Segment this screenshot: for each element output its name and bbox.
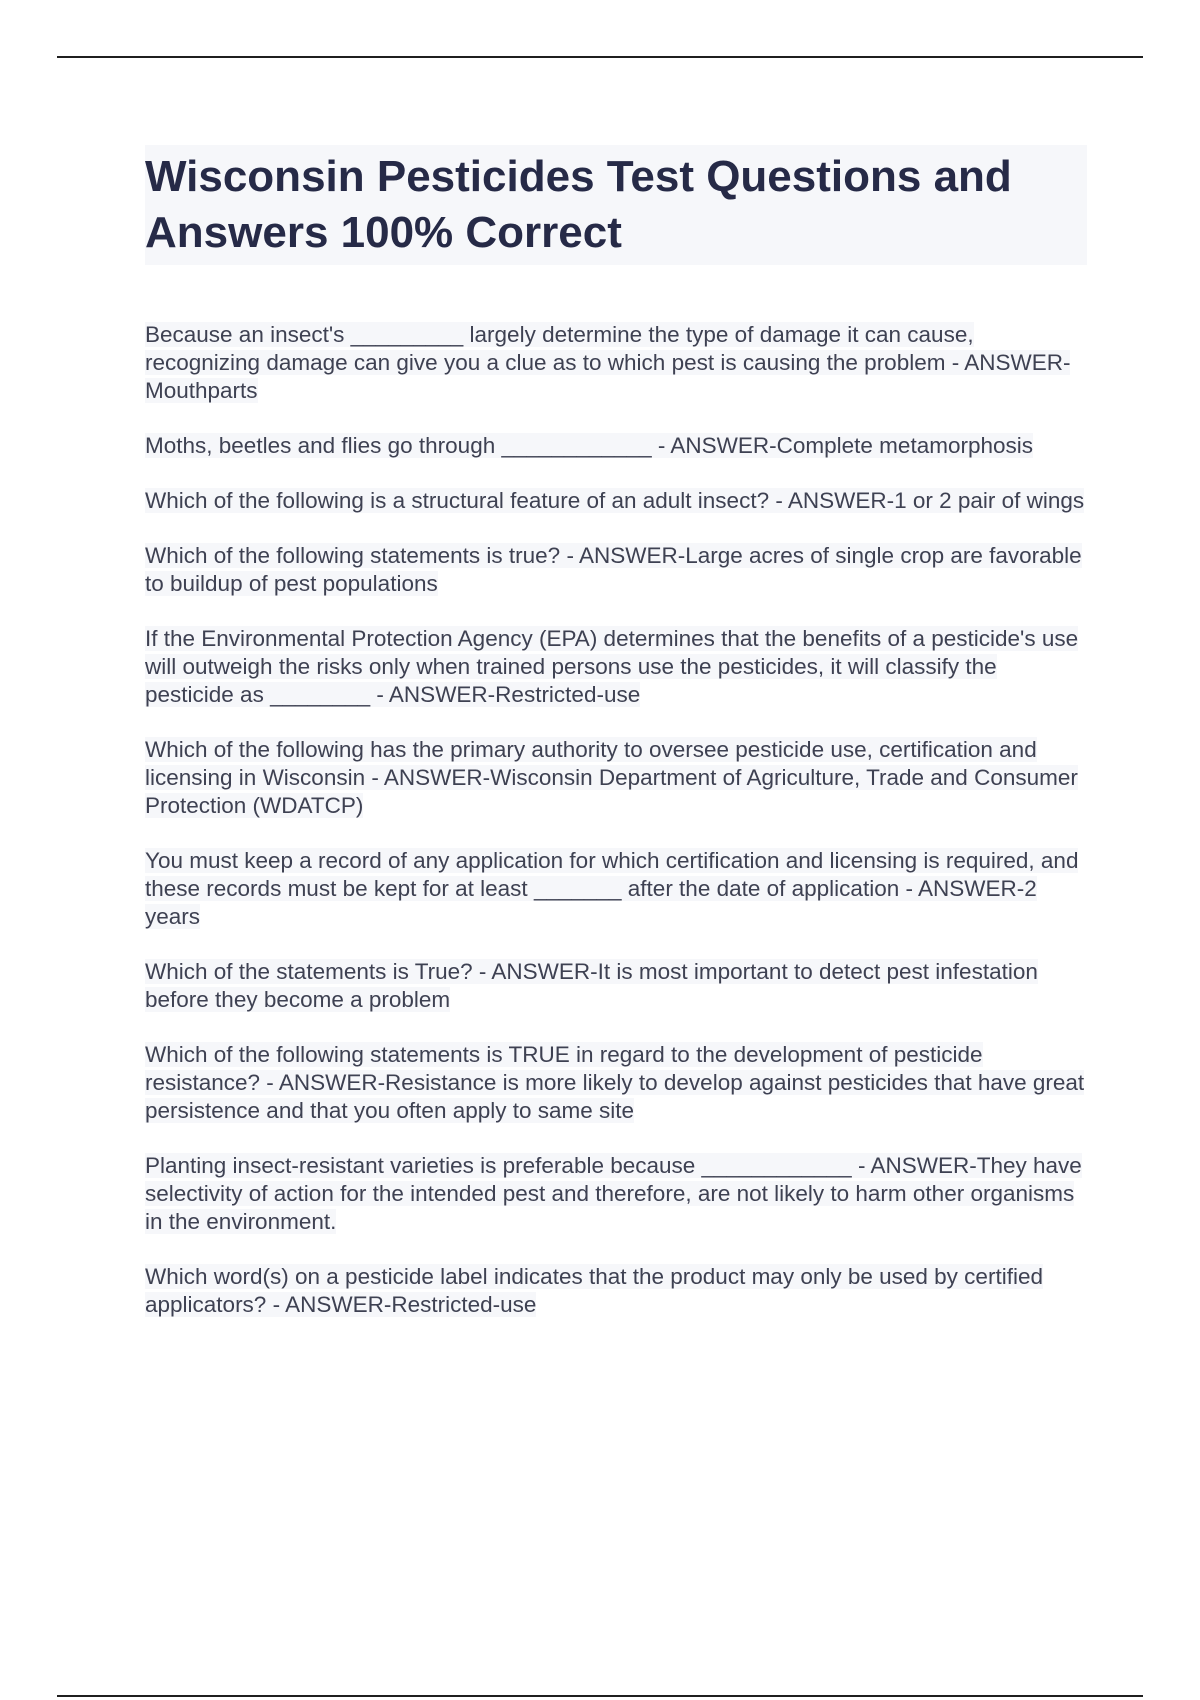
qa-item [145,1152,1087,1236]
qa-item [145,487,1087,515]
qa-item [145,847,1087,931]
title-block [145,145,1087,265]
qa-text: Because an insect's _________ largely determine the type of damage it can cause, recognizing damage can give you a clue as to which pest is causing the problem - ANSWER-Mouthparts [145,322,1071,403]
qa-item [145,1041,1087,1125]
qa-item [145,625,1087,709]
qa-text: Planting insect-resistant varieties is preferable because ____________ - ANSWER-They have selectivity of action for the intended pest and therefore, are not likely to harm other organisms in the environment. [145,1153,1082,1234]
qa-list [145,321,1087,1319]
qa-text: Moths, beetles and flies go through ____________ - ANSWER-Complete metamorphosis [145,433,1033,458]
document-title: Wisconsin Pesticides Test Questions and Answers 100% Correct [145,152,1012,257]
qa-item [145,958,1087,1014]
qa-text: If the Environmental Protection Agency (EPA) determines that the benefits of a pesticide's use will outweigh the risks only when trained persons use the pesticides, it will classify the pesticide as ________ - ANSWER-Restricted-use [145,626,1079,707]
qa-item [145,321,1087,405]
qa-text: Which word(s) on a pesticide label indicates that the product may only be used by certified applicators? - ANSWER-Restricted-use [145,1264,1043,1317]
footer-rule [57,1695,1143,1697]
qa-item [145,542,1087,598]
qa-text: Which of the statements is True? - ANSWER-It is most important to detect pest infestation before they become a problem [145,959,1038,1012]
document-body [145,145,1087,1346]
qa-text: Which of the following has the primary authority to oversee pesticide use, certification and licensing in Wisconsin - ANSWER-Wisconsin Department of Agriculture, Trade and Consumer Protection (WDATCP) [145,737,1078,818]
header-rule [57,56,1143,58]
qa-text: Which of the following statements is TRUE in regard to the development of pesticide resistance? - ANSWER-Resistance is more likely to develop against pesticides that have great persistence and that you often apply to same site [145,1042,1085,1123]
qa-item [145,1263,1087,1319]
qa-text: You must keep a record of any application for which certification and licensing is required, and these records must be kept for at least _______ after the date of application - ANSWER-2 years [145,848,1079,929]
qa-text: Which of the following statements is true? - ANSWER-Large acres of single crop are favorable to buildup of pest populations [145,543,1082,596]
qa-item [145,432,1087,460]
qa-item [145,736,1087,820]
qa-text: Which of the following is a structural feature of an adult insect? - ANSWER-1 or 2 pair of wings [145,488,1085,513]
